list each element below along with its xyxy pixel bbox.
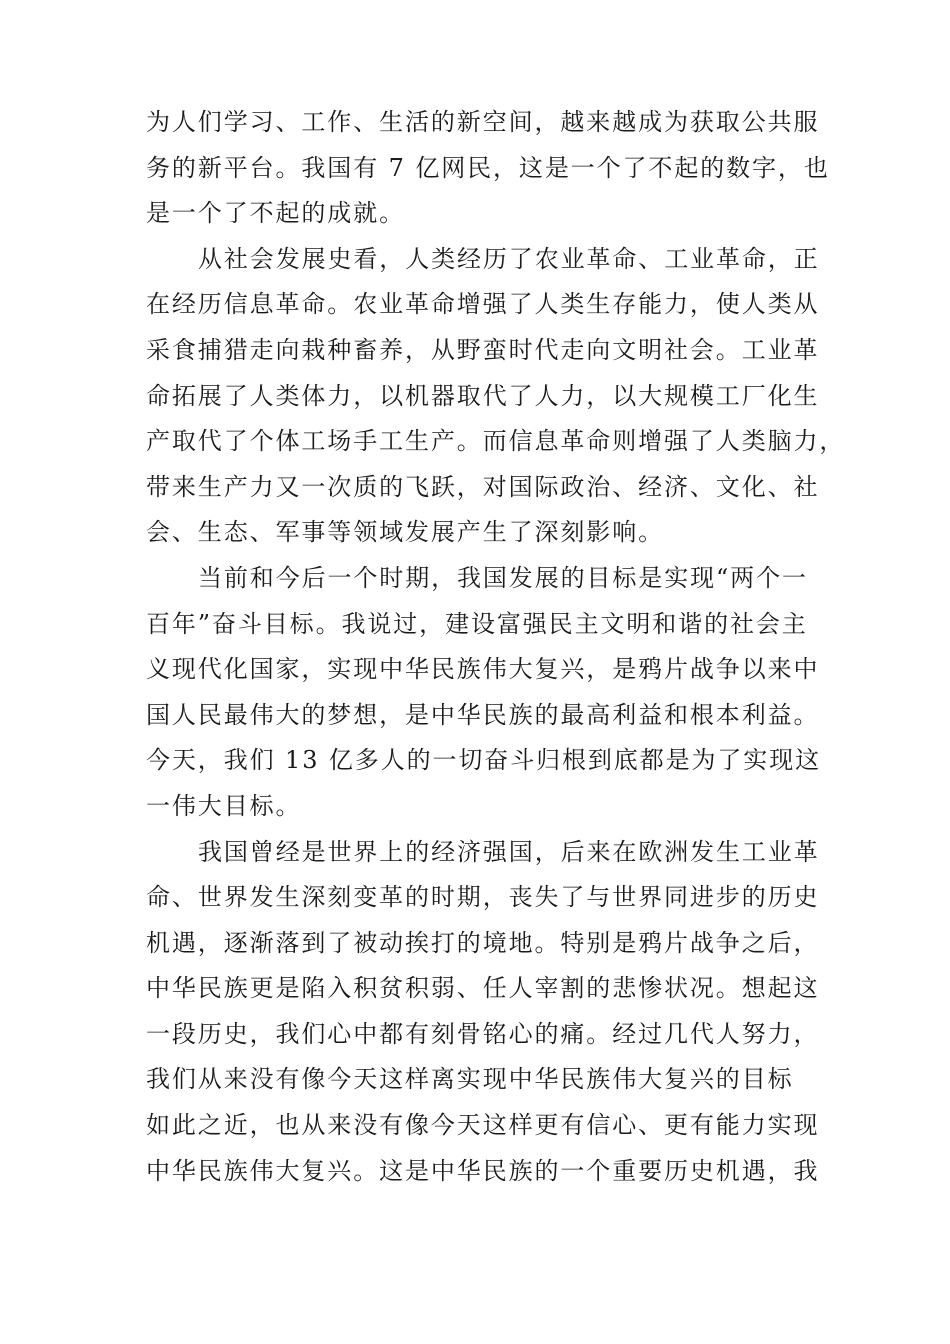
text-line: 为人们学习、工作、生活的新空间，越来越成为获取公共服 (146, 108, 820, 136)
text-line: 百年”奋斗目标。我说过，建设富强民主文明和谐的社会主 (146, 609, 808, 638)
text-line: 一段历史，我们心中都有刻骨铭心的痛。经过几代人努力， (146, 1019, 820, 1048)
text-line: 会、生态、军事等领域发展产生了深刻影响。 (146, 518, 664, 547)
text-line: 采食捕猎走向栽种畜养，从野蛮时代走向文明社会。工业革 (146, 335, 820, 364)
text-line: 我们从来没有像今天这样离实现中华民族伟大复兴的目标 (146, 1065, 794, 1094)
text-line: 中华民族更是陷入积贫积弱、任人宰割的悲惨状况。想起这 (146, 974, 820, 1003)
document-body (146, 100, 846, 1194)
text-line: 从社会发展史看，人类经历了农业革命、工业革命，正 (198, 244, 820, 273)
text-line: 当前和今后一个时期，我国发展的目标是实现“两个一 (198, 563, 808, 592)
text-line: 机遇，逐渐落到了被动挨打的境地。特别是鸦片战争之后， (146, 928, 820, 957)
text-line: 一伟大目标。 (146, 791, 302, 820)
text-line: 义现代化国家，实现中华民族伟大复兴，是鸦片战争以来中 (146, 655, 820, 684)
text-line: 我国曾经是世界上的经济强国，后来在欧洲发生工业革 (198, 837, 820, 866)
text-line: 中华民族伟大复兴。这是中华民族的一个重要历史机遇，我 (146, 1156, 820, 1185)
text-line: 务的新平台。我国有 7 亿网民，这是一个了不起的数字，也 (146, 153, 830, 182)
text-line: 命、世界发生深刻变革的时期，丧失了与世界同进步的历史 (146, 883, 820, 912)
text-line: 在经历信息革命。农业革命增强了人类生存能力，使人类从 (146, 290, 820, 319)
text-line: 产取代了个体工场手工生产。而信息革命则增强了人类脑力， (146, 427, 846, 456)
text-line: 是一个了不起的成就。 (146, 199, 405, 228)
text-line: 带来生产力又一次质的飞跃，对国际政治、经济、文化、社 (146, 472, 820, 501)
text-line: 如此之近，也从来没有像今天这样更有信心、更有能力实现 (146, 1111, 820, 1140)
text-line: 命拓展了人类体力，以机器取代了人力，以大规模工厂化生 (146, 381, 820, 410)
text-line: 国人民最伟大的梦想，是中华民族的最高利益和根本利益。 (146, 700, 820, 729)
text-line: 今天，我们 13 亿多人的一切奋斗归根到底都是为了实现这 (146, 746, 821, 775)
